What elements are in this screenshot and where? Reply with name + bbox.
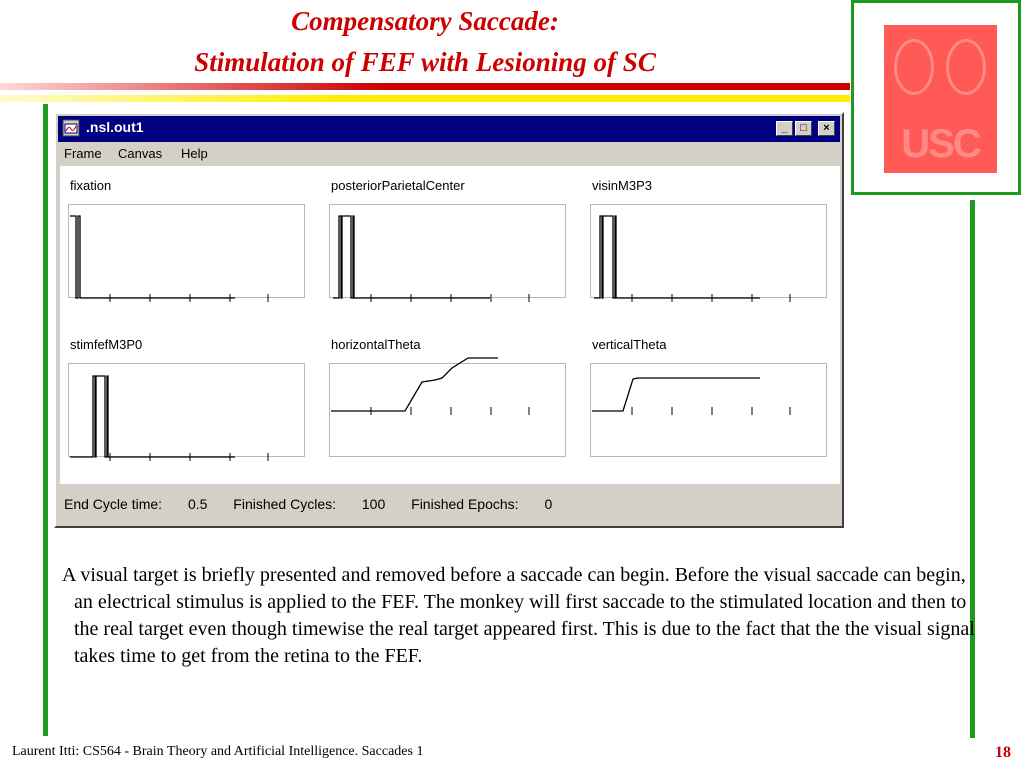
plot-canvas[interactable] [60,166,840,484]
trace-posterior-parietal-center [333,216,490,298]
trace-fixation [70,216,235,298]
plot-label-vertical-theta: verticalTheta [592,337,667,352]
end-cycle-value: 0.5 [187,496,208,512]
finished-cycles-label: Finished Cycles: [233,496,336,512]
nsl-output-window [54,112,844,528]
finished-cycles-value: 100 [361,496,386,512]
logo-text: USC [901,122,980,166]
menu-frame[interactable]: Frame [64,146,102,161]
plot-label-horizontal-theta: horizontalTheta [331,337,421,352]
end-cycle-label: End Cycle time: [64,496,163,512]
slide-title-line2: Stimulation of FEF with Lesioning of SC [194,47,656,77]
plot-label-visin-m3p3: visinM3P3 [592,178,652,193]
plot-label-stimfef-m3p0: stimfefM3P0 [70,337,143,352]
slide-body-text: A visual target is briefly presented and removed before a saccade can begin. Before the visual saccade can begin, an electrical stimulus is applied to the FEF. The monkey will first saccade to the stimulated location and then to the real target even though timewise the real target appeared first. This is due to the fact that the the visual signal takes time to get from the retina to the FEF. [62,564,975,667]
slide-footer: Laurent Itti: CS564 - Brain Theory and Artificial Intelligence. Saccades 1 [12,744,424,759]
maximize-button[interactable]: □ [795,121,812,136]
logo-seal-left [894,39,934,95]
menu-canvas[interactable]: Canvas [118,146,163,161]
red-rule [0,83,850,90]
plot-label-fixation: fixation [70,178,112,193]
trace-visin-m3p3 [594,216,760,298]
menubar [58,144,840,164]
window-title: .nsl.out1 [86,119,144,135]
page-number: 18 [995,744,1011,761]
status-bar [64,496,552,512]
close-button[interactable]: × [818,121,835,136]
trace-horizontal-theta [331,358,498,411]
logo-seal-right [946,39,986,95]
menu-help[interactable]: Help [181,146,208,161]
minimize-button[interactable]: _ [776,121,793,136]
trace-vertical-theta [592,378,760,411]
finished-epochs-label: Finished Epochs: [411,496,519,512]
window-titlebar[interactable] [58,116,840,142]
logo-frame [851,0,1021,195]
app-icon[interactable] [62,119,80,137]
plot-traces [60,166,840,484]
yellow-rule [0,95,850,102]
left-green-line [43,104,48,736]
usc-logo [884,25,997,173]
slide-title-line1: Compensatory Saccade: [291,6,559,36]
trace-stimfef-m3p0 [70,376,235,457]
plot-label-posterior-parietal-center: posteriorParietalCenter [331,178,465,193]
finished-epochs-value: 0 [544,496,553,512]
